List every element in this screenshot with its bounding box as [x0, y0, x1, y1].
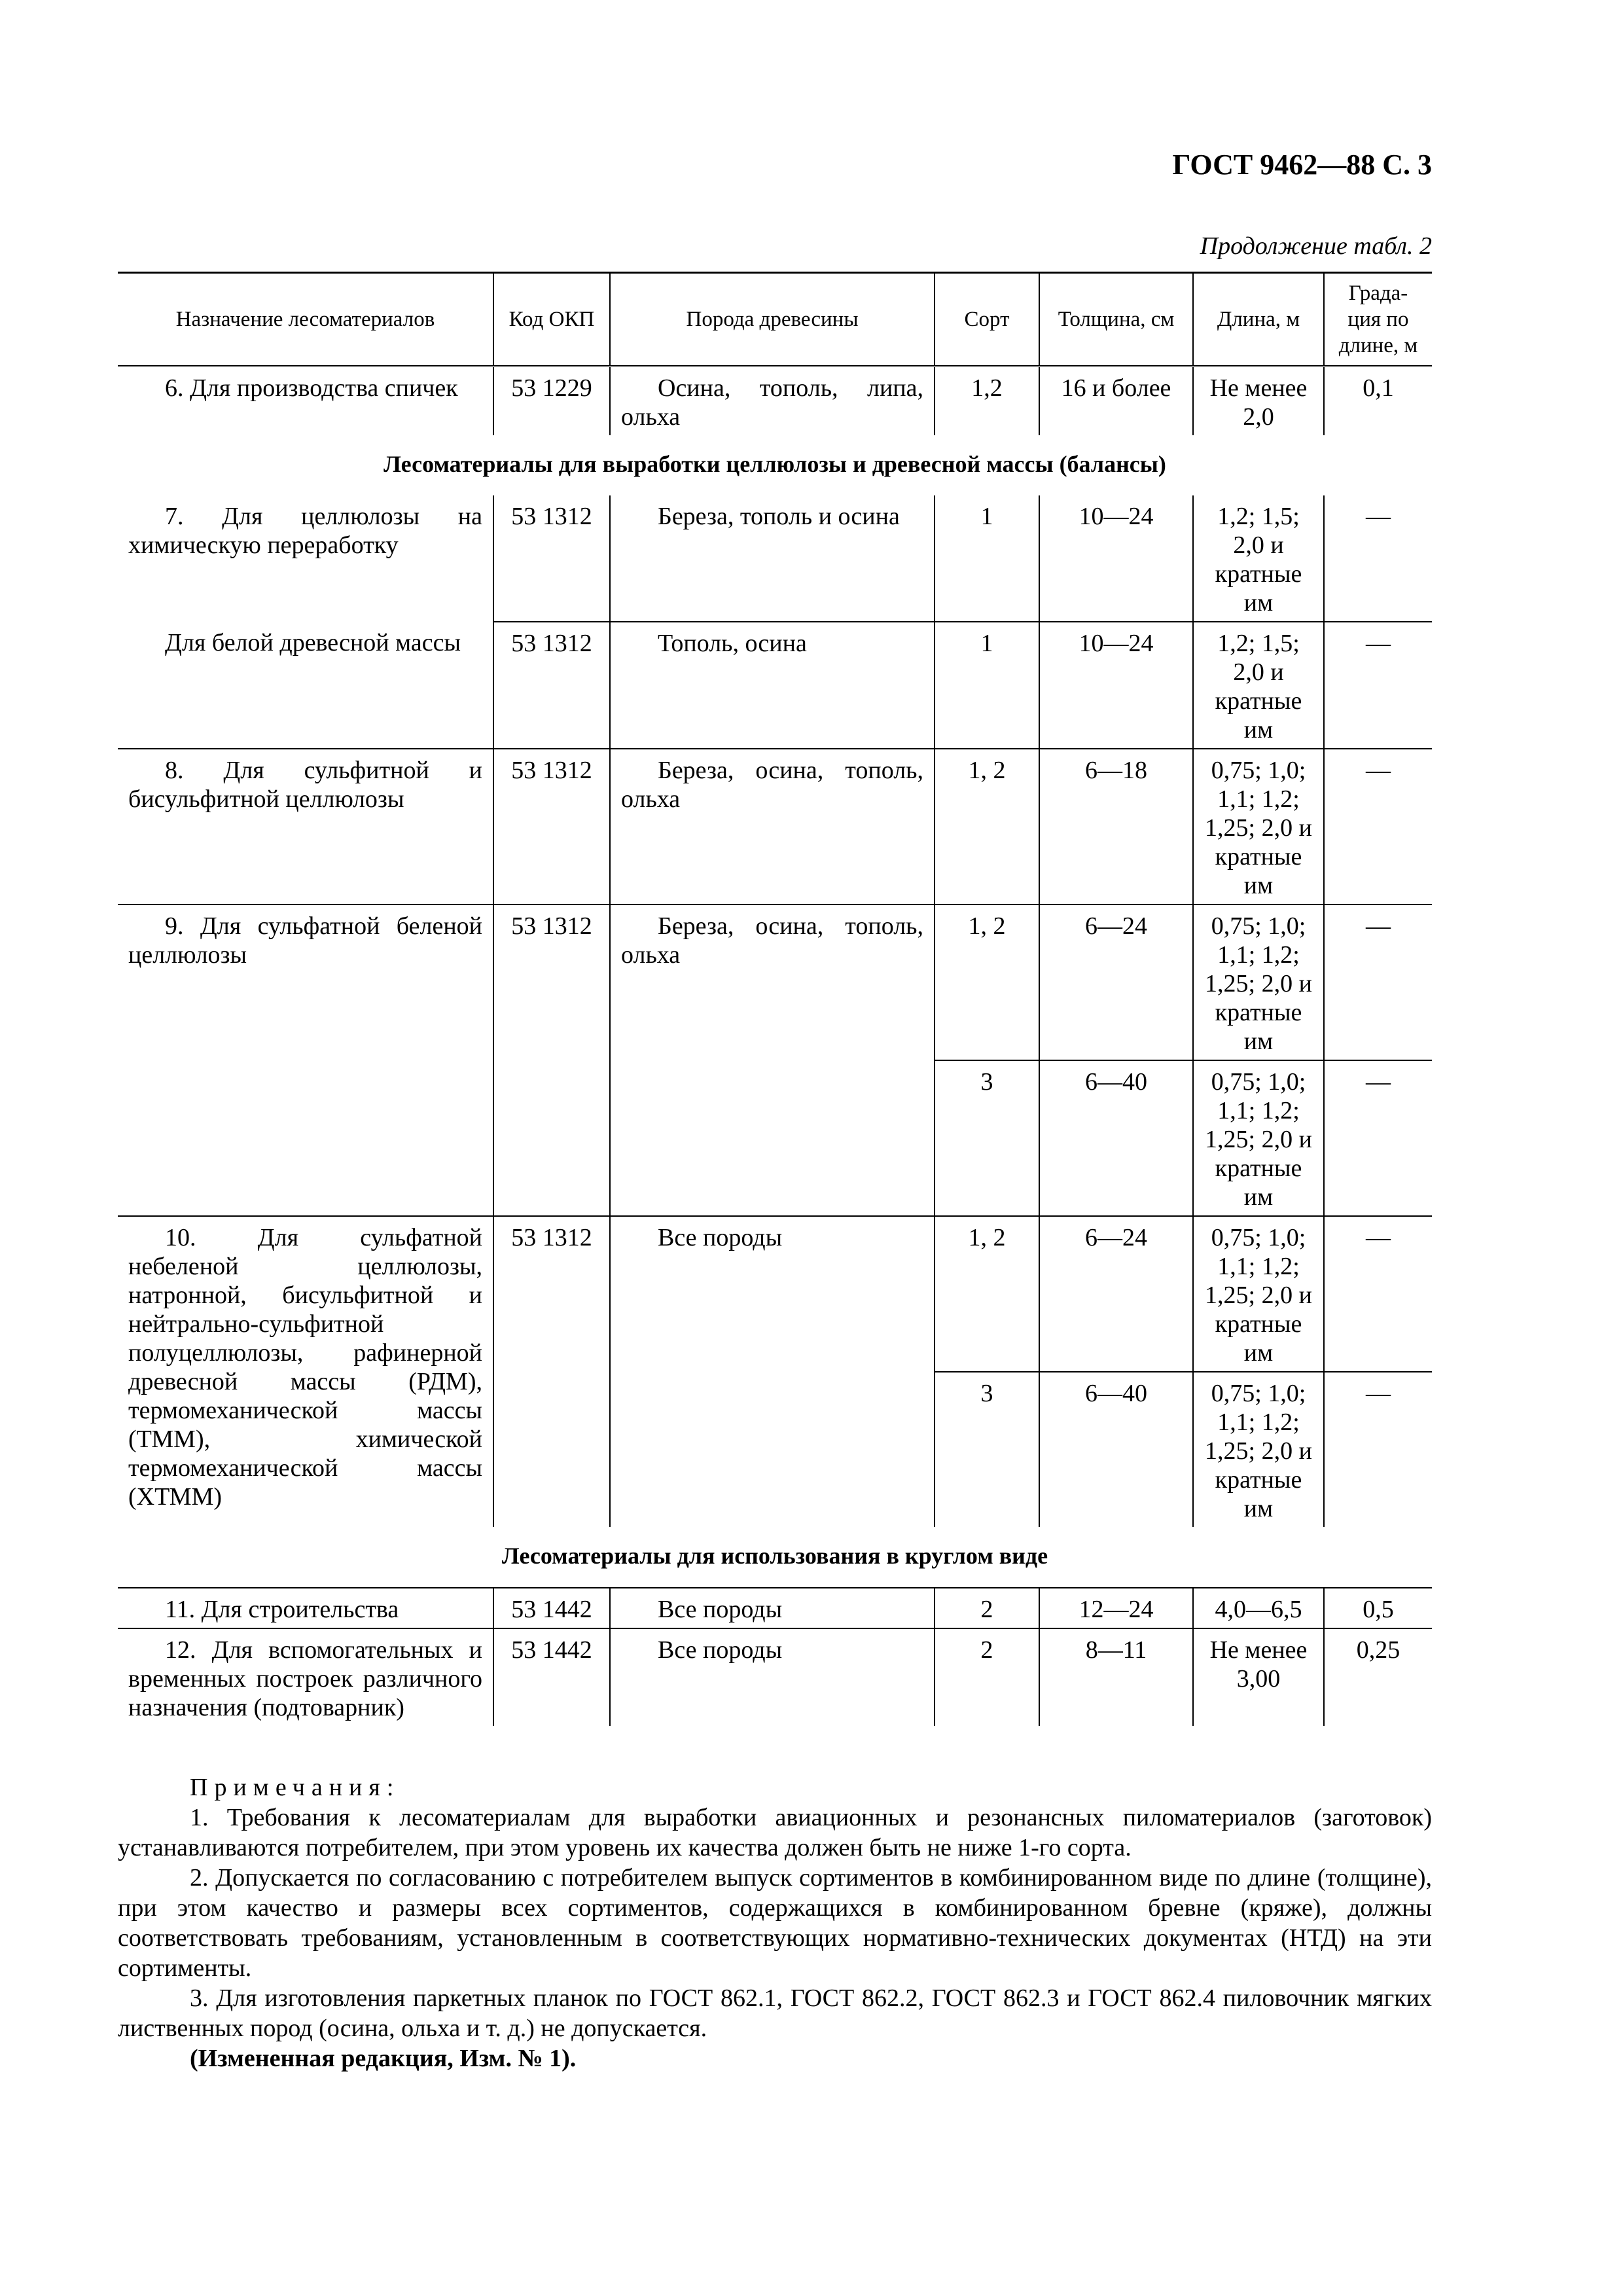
row-purpose: 6. Для производства спичек	[165, 374, 458, 402]
lumber-table	[118, 272, 1432, 1726]
row-purpose: 12. Для вспомогательных и временных построек различного назначения (подтоварник)	[128, 1636, 482, 1721]
row-grade: 1	[935, 622, 1039, 749]
notes-block	[118, 1772, 1432, 2073]
table-row	[118, 1588, 1432, 1628]
row-length: Не менее 2,0	[1193, 367, 1324, 436]
row-species: Все породы	[658, 1596, 783, 1623]
row-code: 53 1312	[493, 495, 610, 622]
row-gradation: —	[1324, 1372, 1432, 1527]
row-species: Береза, осина, тополь, ольха	[621, 757, 923, 813]
row-species: Все породы	[658, 1636, 783, 1664]
row-grade: 2	[935, 1628, 1039, 1726]
row-code: 53 1312	[493, 905, 610, 1216]
table-row	[118, 1628, 1432, 1726]
amendment-note: (Измененная редакция, Изм. № 1).	[190, 2045, 577, 2072]
row-length: Не менее 3,00	[1193, 1628, 1324, 1726]
row-purpose: 10. Для сульфатной небеленой целлюлозы, натронной, бисульфитной и нейтрально-сульфитной полуцеллюлозы, рафинерной древесной массы (РДМ), термомеханической массы (ТММ), химической термомеханической массы (ХТММ)	[128, 1224, 482, 1511]
row-purpose: 7. Для целлюлозы на химическую переработку	[128, 503, 482, 559]
row-gradation: —	[1324, 622, 1432, 749]
row-grade: 2	[935, 1588, 1039, 1628]
row-gradation: —	[1324, 749, 1432, 905]
row-gradation: —	[1324, 1216, 1432, 1372]
row-gradation: —	[1324, 1060, 1432, 1216]
row-length: 1,2; 1,5; 2,0 и кратные им	[1193, 495, 1324, 622]
row-thickness: 6—24	[1039, 1216, 1193, 1372]
row-thickness: 6—24	[1039, 905, 1193, 1060]
row-code: 53 1312	[493, 1216, 610, 1527]
row-purpose: 9. Для сульфатной беленой целлюлозы	[128, 912, 482, 969]
row-length: 0,75; 1,0; 1,1; 1,2; 1,25; 2,0 и кратные им	[1193, 1372, 1324, 1527]
row-code: 53 1442	[493, 1628, 610, 1726]
section-row	[118, 1527, 1432, 1588]
note-2: 2. Допускается по согласованию с потребителем выпуск сортиментов в комбинированном виде по длине (толщине), при этом качество и размеры всех сортиментов, содержащихся в комбинированном бревне (кряже), должны соответствовать требованиям, установленным в соответствующих нормативно-технических документах (НТД) на эти сортименты.	[118, 1864, 1432, 1982]
section-title: Лесоматериалы для использования в круглом виде	[501, 1543, 1048, 1569]
notes-title: Примечания:	[190, 1774, 401, 1801]
row-grade: 1	[935, 495, 1039, 622]
col-header-species: Порода древесины	[610, 273, 935, 367]
col-header-length: Длина, м	[1193, 273, 1324, 367]
row-gradation: —	[1324, 495, 1432, 622]
col-header-thickness: Толщина, см	[1039, 273, 1193, 367]
row-gradation: 0,1	[1324, 367, 1432, 436]
row-length: 1,2; 1,5; 2,0 и кратные им	[1193, 622, 1324, 749]
row-code: 53 1229	[493, 367, 610, 436]
row-thickness: 6—18	[1039, 749, 1193, 905]
table-row	[118, 622, 1432, 749]
table-row	[118, 367, 1432, 436]
row-code: 53 1312	[493, 749, 610, 905]
row-species: Все породы	[658, 1224, 783, 1251]
col-header-gradation: Града- ция по длине, м	[1324, 273, 1432, 367]
row-length: 4,0—6,5	[1193, 1588, 1324, 1628]
row-thickness: 6—40	[1039, 1060, 1193, 1216]
col-header-code: Код ОКП	[493, 273, 610, 367]
row-grade: 1,2	[935, 367, 1039, 436]
row-thickness: 8—11	[1039, 1628, 1193, 1726]
row-purpose: 8. Для сульфитной и бисульфитной целлюлозы	[128, 757, 482, 813]
row-length: 0,75; 1,0; 1,1; 1,2; 1,25; 2,0 и кратные им	[1193, 749, 1324, 905]
row-grade: 1, 2	[935, 905, 1039, 1060]
section-row	[118, 435, 1432, 495]
row-gradation: 0,25	[1324, 1628, 1432, 1726]
row-species: Береза, тополь и осина	[658, 503, 900, 530]
row-thickness: 16 и более	[1039, 367, 1193, 436]
table-row	[118, 495, 1432, 622]
row-length: 0,75; 1,0; 1,1; 1,2; 1,25; 2,0 и кратные им	[1193, 1216, 1324, 1372]
row-thickness: 10—24	[1039, 622, 1193, 749]
col-header-grade: Сорт	[935, 273, 1039, 367]
table-row	[118, 749, 1432, 905]
row-thickness: 6—40	[1039, 1372, 1193, 1527]
row-gradation: —	[1324, 905, 1432, 1060]
col-header-purpose: Назначение лесоматериалов	[118, 273, 493, 367]
section-title: Лесоматериалы для выработки целлюлозы и древесной массы (балансы)	[383, 451, 1166, 477]
table-continuation-label: Продолжение табл. 2	[1200, 232, 1432, 260]
row-thickness: 10—24	[1039, 495, 1193, 622]
row-thickness: 12—24	[1039, 1588, 1193, 1628]
row-grade: 1, 2	[935, 749, 1039, 905]
row-grade: 3	[935, 1372, 1039, 1527]
row-code: 53 1312	[493, 622, 610, 749]
page-header: ГОСТ 9462—88 С. 3	[1172, 149, 1432, 181]
row-grade: 3	[935, 1060, 1039, 1216]
table-row	[118, 905, 1432, 1060]
row-grade: 1, 2	[935, 1216, 1039, 1372]
row-species: Береза, осина, тополь, ольха	[621, 912, 923, 969]
row-species: Тополь, осина	[658, 630, 807, 657]
row-gradation: 0,5	[1324, 1588, 1432, 1628]
note-1: 1. Требования к лесоматериалам для выработки авиационных и резонансных пиломатериалов (заготовок) устанавливаются потребителем, при этом уровень их качества должен быть не ниже 1-го сорта.	[118, 1804, 1432, 1861]
row-code: 53 1442	[493, 1588, 610, 1628]
row-length: 0,75; 1,0; 1,1; 1,2; 1,25; 2,0 и кратные им	[1193, 1060, 1324, 1216]
row-species: Осина, тополь, липа, ольха	[621, 374, 923, 431]
note-3: 3. Для изготовления паркетных планок по ГОСТ 862.1, ГОСТ 862.2, ГОСТ 862.3 и ГОСТ 862.4 пиловочник мягких лиственных пород (осина, ольха и т. д.) не допускается.	[118, 1984, 1432, 2042]
row-purpose: Для белой древесной массы	[165, 629, 461, 656]
row-purpose: 11. Для строительства	[165, 1596, 399, 1623]
row-length: 0,75; 1,0; 1,1; 1,2; 1,25; 2,0 и кратные им	[1193, 905, 1324, 1060]
table-row	[118, 1216, 1432, 1372]
table-header-row	[118, 273, 1432, 367]
